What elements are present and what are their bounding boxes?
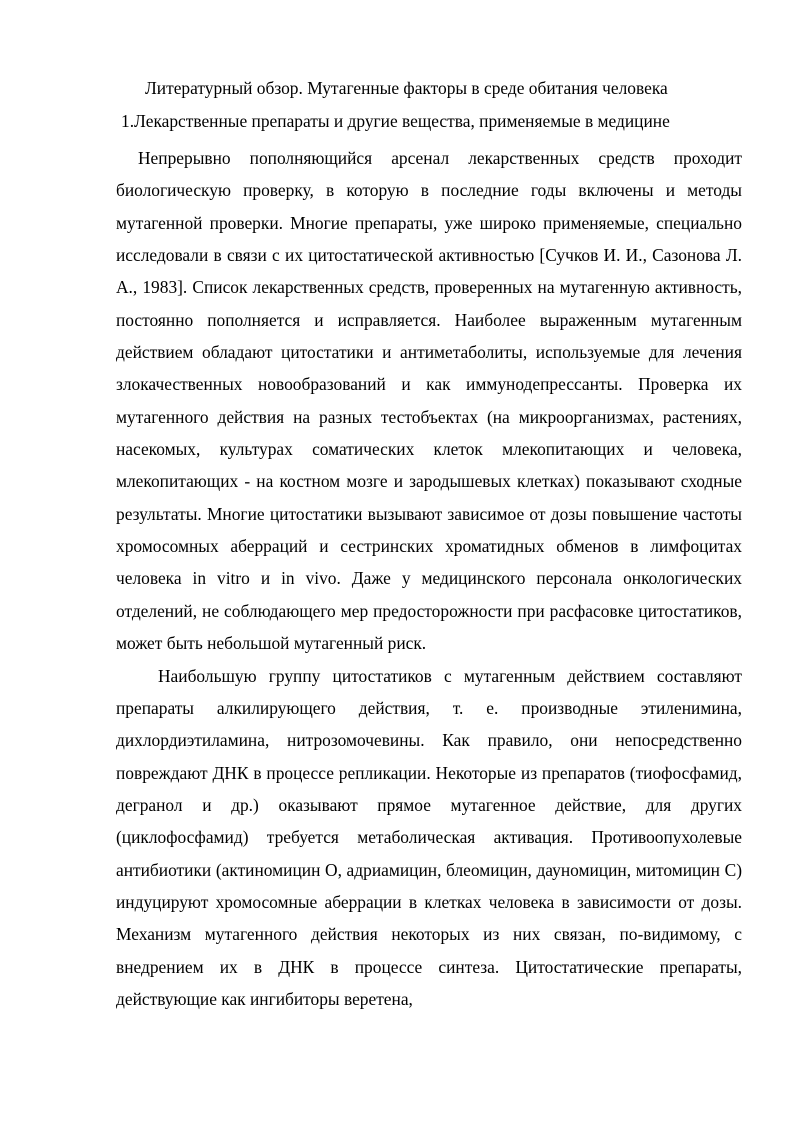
body-text <box>116 142 742 1015</box>
paragraph-2: Наибольшую группу цитостатиков с мутагенным действием составляют препараты алкилирующего действия, т. е. производные этиленимина, дихлордиэтиламина, нитрозомочевины. Как правило, они непосредственно повреждают ДНК в процессе репликации. Некоторые из препаратов (тиофосфамид, дегранол и др.) оказывают прямое мутагенное действие, для других (циклофосфамид) требуется метаболическая активация. Противоопухолевые антибиотики (актиномицин О, адриамицин, блеомицин, дауномицин, митомицин С) индуцируют хромосомные аберрации в клетках человека в зависимости от дозы. Механизм мутагенного действия некоторых из них связан, по-видимому, с внедрением их в ДНК в процессе синтеза. Цитостатические препараты, действующие как ингибиторы веретена, <box>116 665 742 1009</box>
section-heading: 1.Лекарственные препараты и другие вещества, применяемые в медицине <box>121 111 670 131</box>
document-title: Литературный обзор. Мутагенные факторы в среде обитания человека <box>145 78 668 98</box>
paragraph-1: Непрерывно пополняющийся арсенал лекарственных средств проходит биологическую проверку, в которую в последние годы включены и методы мутагенной проверки. Многие препараты, уже широко применяемые, специально исследовали в связи с их цитостатической активностью [Сучков И. И., Сазонова Л. А., 1983]. Список лекарственных средств, проверенных на мутагенную активность, постоянно пополняется и исправляется. Наиболее выраженным мутагенным действием обладают цитостатики и антиметаболиты, используемые для лечения злокачественных новообразований и как иммунодепрессанты. Проверка их мутагенного действия на разных тестобъектах (на микроорганизмах, растениях, насекомых, культурах соматических клеток млекопитающих и человека, млекопитающих - на костном мозге и зародышевых клетках) показывают сходные результаты. Многие цитостатики вызывают зависимое от дозы повышение частоты хромосомных аберраций и сестринских хроматидных обменов в лимфоцитах человека in vitro и in vivo. Даже у медицинского персонала онкологических отделений, не соблюдающего мер предосторожности при расфасовке цитостатиков, может быть небольшой мутагенный риск. <box>116 148 742 654</box>
